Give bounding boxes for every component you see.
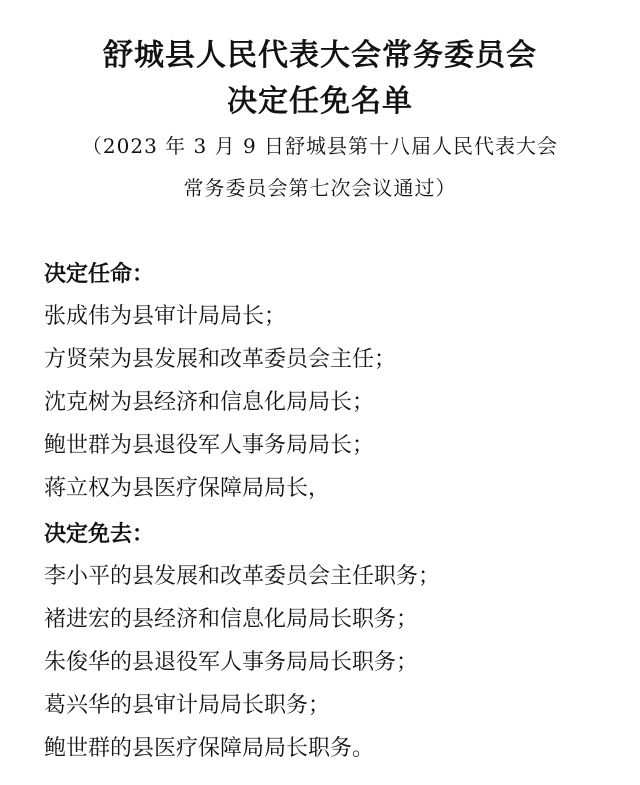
appointment-item: 张成伟为县审计局局长； (44, 304, 287, 329)
removal-item: 李小平的县发展和改革委员会主任职务； (44, 564, 441, 589)
appointments-heading: 决定任命： (44, 262, 155, 287)
appointment-item: 方贤荣为县发展和改革委员会主任； (44, 347, 397, 372)
removals-heading: 决定免去： (44, 522, 155, 547)
appointment-item: 蒋立权为县医疗保障局局长， (44, 476, 331, 501)
document-subtitle-line1: （2023 年 3 月 9 日舒城县第十八届人民代表大会 (81, 134, 559, 158)
removals-section (44, 522, 624, 779)
appointments-section (44, 262, 624, 519)
appointment-item: 鲍世群为县退役军人事务局局长； (44, 433, 375, 458)
document-subtitle-line2: 常务委员会第七次会议通过） (183, 176, 457, 200)
document-title-line2: 决定任免名单 (227, 84, 413, 119)
appointment-item: 沈克树为县经济和信息化局局长； (44, 390, 375, 415)
removal-item: 鲍世群的县医疗保障局局长职务。 (44, 736, 375, 761)
removals-list (44, 564, 624, 779)
removal-item: 葛兴华的县审计局局长职务； (44, 693, 331, 718)
document-title-line1: 舒城县人民代表大会常务委员会 (103, 38, 537, 73)
removal-item: 朱俊华的县退役军人事务局局长职务； (44, 650, 419, 675)
appointments-list (44, 304, 624, 519)
removal-item: 褚进宏的县经济和信息化局局长职务； (44, 607, 419, 632)
